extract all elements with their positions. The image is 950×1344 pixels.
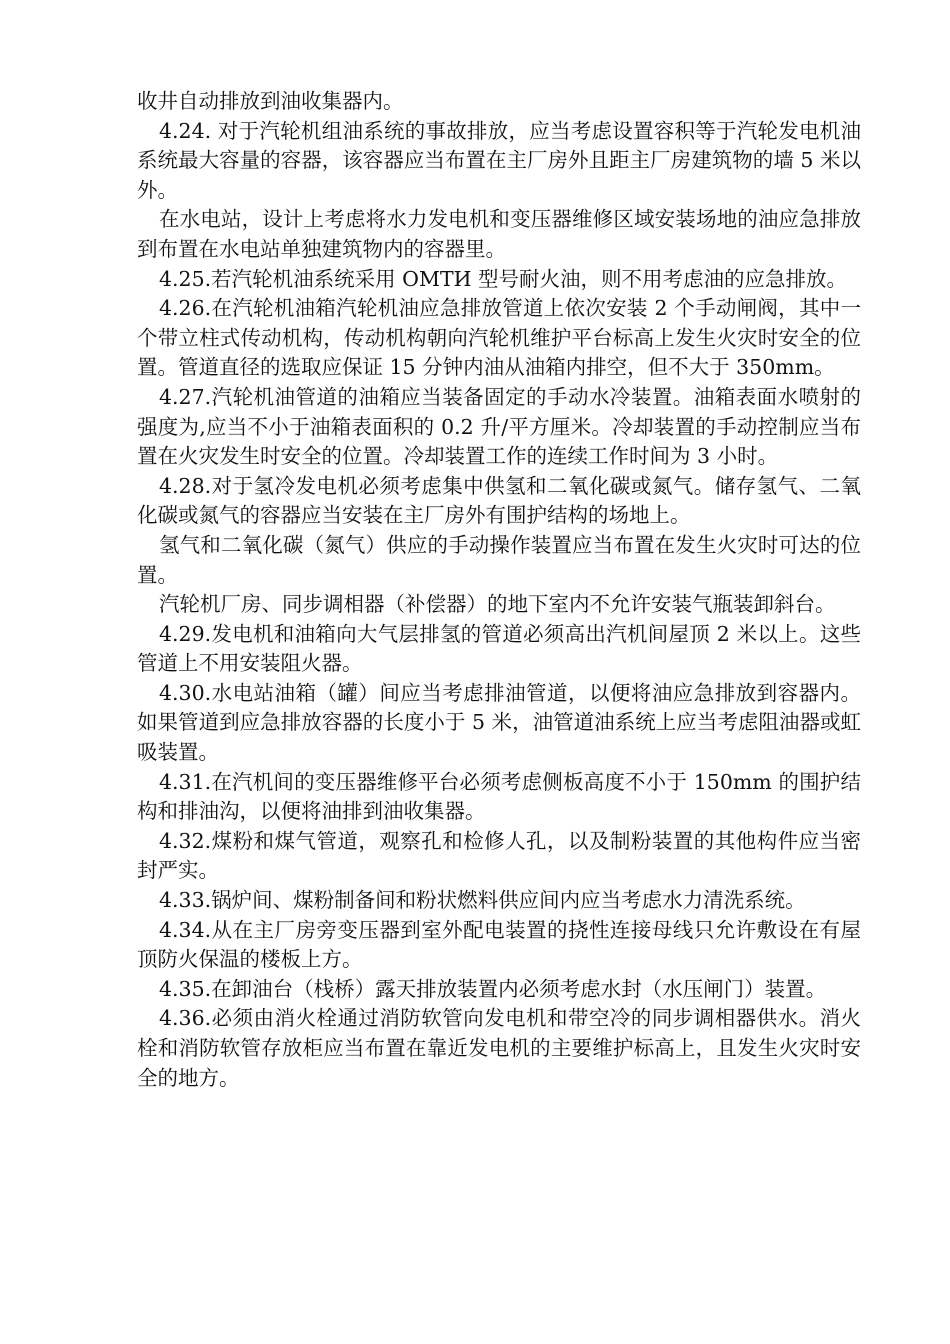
paragraph-4-26: 4.26.在汽轮机油箱汽轮机油应急排放管道上依次安装 2 个手动闸阀，其中一个带立柱式传动机构，传动机构朝向汽轮机维护平台标高上发生火灾时安全的位置。管道直径的选取应保证 15 分钟内油从油箱内排空，但不大于 350mm。 bbox=[137, 296, 861, 380]
paragraph-4-31: 4.31.在汽机间的变压器维修平台必须考虑侧板高度不小于 150mm 的围护结构和排油沟，以便将油排到油收集器。 bbox=[137, 769, 861, 824]
paragraph-continuation: 收井自动排放到油收集器内。 bbox=[137, 89, 404, 113]
paragraph-4-29: 4.29.发电机和油箱向大气层排氢的管道必须高出汽机间屋顶 2 米以上。这些管道上不用安装阻火器。 bbox=[137, 621, 861, 676]
paragraph-4-27: 4.27.汽轮机油管道的油箱应当装备固定的手动水冷装置。油箱表面水喷射的强度为,应当不小于油箱表面积的 0.2 升/平方厘米。冷却装置的手动控制应当布置在火灾发生时安全的位置。冷却装置工作的连续工作时间为 3 小时。 bbox=[137, 384, 861, 469]
paragraph-4-34: 4.34.从在主厂房旁变压器到室外配电装置的挠性连接母线只允许敷设在有屋顶防火保温的楼板上方。 bbox=[137, 917, 861, 972]
paragraph-hydrogen-supply: 氢气和二氧化碳（氮气）供应的手动操作装置应当布置在发生火灾时可达的位置。 bbox=[137, 532, 861, 587]
paragraph-4-24: 4.24. 对于汽轮机组油系统的事故排放，应当考虑设置容积等于汽轮发电机油系统最大容量的容器，该容器应当布置在主厂房外且距主厂房建筑物的墙 5 米以外。 bbox=[137, 118, 861, 202]
paragraph-4-32: 4.32.煤粉和煤气管道，观察孔和检修人孔，以及制粉装置的其他构件应当密封严实。 bbox=[137, 828, 861, 883]
paragraph-hydro-station: 在水电站，设计上考虑将水力发电机和变压器维修区域安装场地的油应急排放到布置在水电站单独建筑物内的容器里。 bbox=[137, 207, 861, 261]
paragraph-4-33: 4.33.锅炉间、煤粉制备间和粉状燃料供应间内应当考虑水力清洗系统。 bbox=[159, 888, 806, 913]
paragraph-basement: 汽轮机厂房、同步调相器（补偿器）的地下室内不允许安装气瓶装卸斜台。 bbox=[159, 592, 836, 617]
paragraph-4-28: 4.28.对于氢冷发电机必须考虑集中供氢和二氧化碳或氮气。储存氢气、二氧化碳或氮气的容器应当安装在主厂房外有围护结构的场地上。 bbox=[137, 473, 861, 528]
paragraph-4-30: 4.30.水电站油箱（罐）间应当考虑排油管道，以便将油应急排放到容器内。如果管道到应急排放容器的长度小于 5 米，油管道油系统上应当考虑阻油器或虹吸装置。 bbox=[137, 680, 861, 765]
paragraph-4-35: 4.35.在卸油台（栈桥）露天排放装置内必须考虑水封（水压闸门）装置。 bbox=[159, 976, 827, 1001]
paragraph-4-36: 4.36.必须由消火栓通过消防软管向发电机和带空冷的同步调相器供水。消火栓和消防软管存放柜应当布置在靠近发电机的主要维护标高上，且发生火灾时安全的地方。 bbox=[137, 1006, 861, 1090]
document-page bbox=[137, 87, 861, 1093]
paragraph-4-25: 4.25.若汽轮机油系统采用 ОМТИ 型号耐火油，则不用考虑油的应急排放。 bbox=[159, 266, 848, 291]
